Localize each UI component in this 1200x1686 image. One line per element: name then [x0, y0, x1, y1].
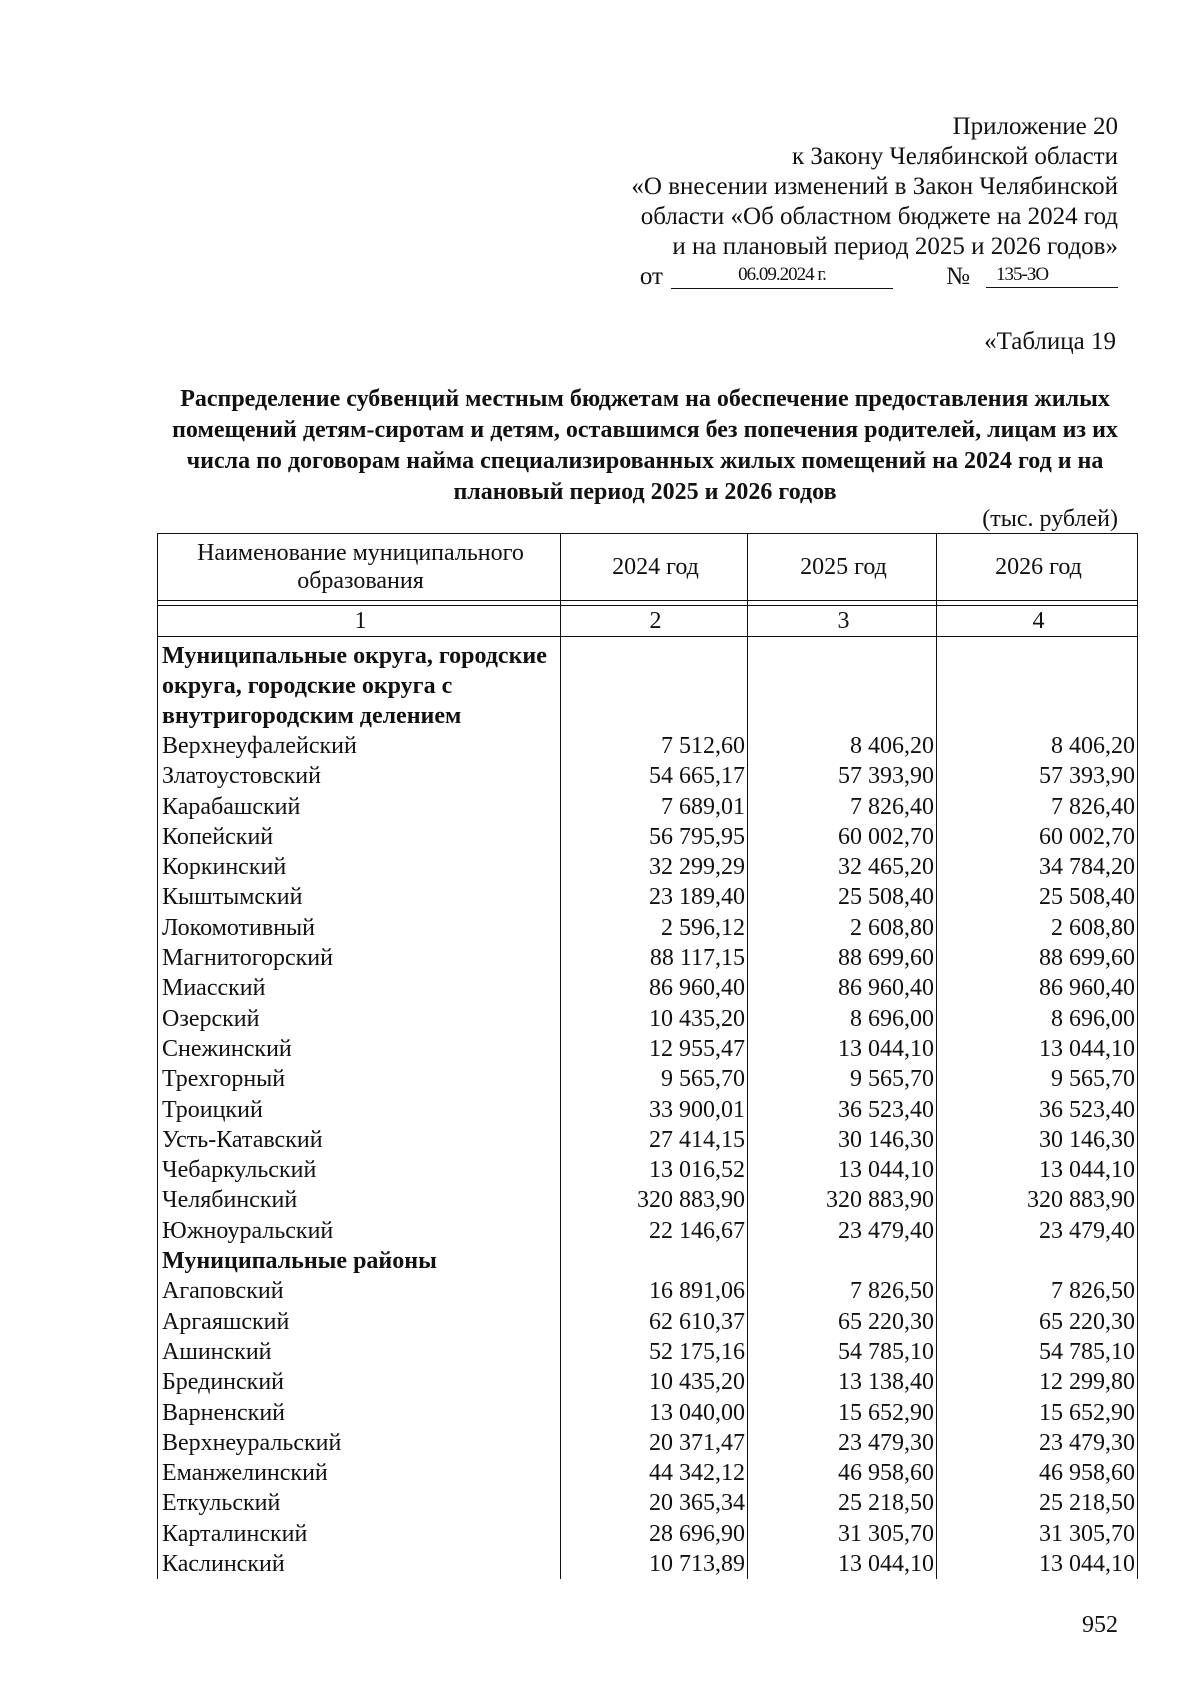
value-2026: 7 826,50 — [937, 1276, 1138, 1306]
table-body — [158, 637, 1138, 1580]
municipality-name: Трехгорный — [158, 1064, 561, 1094]
value-2026: 36 523,40 — [937, 1095, 1138, 1125]
table-row — [158, 1519, 1138, 1549]
table-row — [158, 943, 1138, 973]
value-2024: 10 435,20 — [561, 1367, 748, 1397]
value-2024: 27 414,15 — [561, 1125, 748, 1155]
municipality-name: Миасский — [158, 973, 561, 1003]
value-2025: 65 220,30 — [748, 1307, 937, 1337]
appendix-line: к Закону Челябинской области — [792, 143, 1118, 170]
table-row — [158, 1428, 1138, 1458]
municipality-name: Еманжелинский — [158, 1458, 561, 1488]
value-2026: 13 044,10 — [937, 1034, 1138, 1064]
value-2025: 23 479,40 — [748, 1216, 937, 1246]
value-2026: 7 826,40 — [937, 792, 1138, 822]
table-row — [158, 973, 1138, 1003]
value-2025: 36 523,40 — [748, 1095, 937, 1125]
table-row — [158, 792, 1138, 822]
column-number: 4 — [937, 606, 1138, 637]
value-2024: 13 040,00 — [561, 1398, 748, 1428]
value-2025: 2 608,80 — [748, 913, 937, 943]
value-2026: 31 305,70 — [937, 1519, 1138, 1549]
municipality-name: Верхнеуфалейский — [158, 731, 561, 761]
municipality-name: Троицкий — [158, 1095, 561, 1125]
value-2025: 15 652,90 — [748, 1398, 937, 1428]
value-2026: 25 508,40 — [937, 882, 1138, 912]
table-row — [158, 1488, 1138, 1518]
municipality-name: Карабашский — [158, 792, 561, 822]
table-row — [158, 1004, 1138, 1034]
value-2025: 57 393,90 — [748, 761, 937, 791]
value-2026: 34 784,20 — [937, 852, 1138, 882]
table-row — [158, 1276, 1138, 1306]
value-2026: 57 393,90 — [937, 761, 1138, 791]
section-header-row — [158, 637, 1138, 732]
value-2026: 65 220,30 — [937, 1307, 1138, 1337]
column-header-2026: 2026 год — [937, 534, 1138, 601]
value-2025: 25 508,40 — [748, 882, 937, 912]
column-header-2024: 2024 год — [561, 534, 748, 601]
subvention-table — [157, 533, 1138, 1579]
document-title: Распределение субвенций местным бюджетам на обеспечение предоставления жилых помещений детям-сиротам и детям, оставшимся без попечения родителей, лицам из их числа по договорам найма специализированных жилых помещений на 2024 год и на плановый период 2025 и 2026 годов — [172, 386, 1118, 505]
section-header-row — [158, 1246, 1138, 1276]
municipality-name: Магнитогорский — [158, 943, 561, 973]
municipality-name: Еткульский — [158, 1488, 561, 1518]
value-2025: 13 044,10 — [748, 1549, 937, 1579]
municipality-name: Озерский — [158, 1004, 561, 1034]
value-2025: 13 138,40 — [748, 1367, 937, 1397]
value-2025: 54 785,10 — [748, 1337, 937, 1367]
value-2025: 8 406,20 — [748, 731, 937, 761]
value-2024: 9 565,70 — [561, 1064, 748, 1094]
value-2026: 46 958,60 — [937, 1458, 1138, 1488]
value-2025: 60 002,70 — [748, 822, 937, 852]
section-header: Муниципальные районы — [158, 1246, 561, 1276]
column-number: 3 — [748, 606, 937, 637]
value-2024: 320 883,90 — [561, 1185, 748, 1215]
value-2024: 33 900,01 — [561, 1095, 748, 1125]
value-2024: 62 610,37 — [561, 1307, 748, 1337]
from-label: от — [639, 263, 663, 290]
value-2024: 88 117,15 — [561, 943, 748, 973]
value-2026: 8 406,20 — [937, 731, 1138, 761]
value-2024: 10 435,20 — [561, 1004, 748, 1034]
value-2026: 86 960,40 — [937, 973, 1138, 1003]
table-row — [158, 1307, 1138, 1337]
value-2024: 54 665,17 — [561, 761, 748, 791]
table-header-row — [158, 534, 1138, 601]
value-2026: 12 299,80 — [937, 1367, 1138, 1397]
table-row — [158, 731, 1138, 761]
value-2025: 7 826,40 — [748, 792, 937, 822]
value-2026: 60 002,70 — [937, 822, 1138, 852]
value-2025: 32 465,20 — [748, 852, 937, 882]
units-label: (тыс. рублей) — [982, 506, 1118, 532]
municipality-name: Снежинский — [158, 1034, 561, 1064]
municipality-name: Верхнеуральский — [158, 1428, 561, 1458]
table-row — [158, 1034, 1138, 1064]
value-2025: 88 699,60 — [748, 943, 937, 973]
municipality-name: Агаповский — [158, 1276, 561, 1306]
table-row — [158, 852, 1138, 882]
table-row — [158, 882, 1138, 912]
value-2025: 13 044,10 — [748, 1034, 937, 1064]
value-2024: 2 596,12 — [561, 913, 748, 943]
table-reference: «Таблица 19 — [984, 328, 1116, 355]
number-label: № — [946, 263, 970, 290]
table-row — [158, 1216, 1138, 1246]
municipality-name: Южноуральский — [158, 1216, 561, 1246]
law-date-number-line — [478, 262, 1118, 292]
table-row — [158, 1549, 1138, 1579]
value-2024: 7 512,60 — [561, 731, 748, 761]
table-row — [158, 761, 1138, 791]
value-2025: 7 826,50 — [748, 1276, 937, 1306]
value-2026: 25 218,50 — [937, 1488, 1138, 1518]
law-number: 135-ЗО — [986, 262, 1118, 288]
municipality-name: Локомотивный — [158, 913, 561, 943]
column-header-name: Наименование муниципального образования — [158, 534, 561, 601]
section-header: Муниципальные округа, городские округа, городские округа с внутригородским делением — [158, 637, 561, 732]
value-2025: 13 044,10 — [748, 1155, 937, 1185]
value-2026: 2 608,80 — [937, 913, 1138, 943]
law-date: 06.09.2024 г. — [671, 262, 893, 289]
value-2025: 9 565,70 — [748, 1064, 937, 1094]
value-2026: 15 652,90 — [937, 1398, 1138, 1428]
municipality-name: Аргаяшский — [158, 1307, 561, 1337]
municipality-name: Кыштымский — [158, 882, 561, 912]
municipality-name: Усть-Катавский — [158, 1125, 561, 1155]
column-header-2025: 2025 год — [748, 534, 937, 601]
table-row — [158, 1398, 1138, 1428]
appendix-line: «О внесении изменений в Закон Челябинской — [631, 173, 1118, 200]
column-number: 1 — [158, 606, 561, 637]
value-2024: 44 342,12 — [561, 1458, 748, 1488]
value-2024: 20 365,34 — [561, 1488, 748, 1518]
table-row — [158, 913, 1138, 943]
value-2024: 23 189,40 — [561, 882, 748, 912]
appendix-line: Приложение 20 — [952, 113, 1118, 140]
municipality-name: Челябинский — [158, 1185, 561, 1215]
table-row — [158, 1095, 1138, 1125]
table-row — [158, 1185, 1138, 1215]
value-2024: 28 696,90 — [561, 1519, 748, 1549]
value-2024: 32 299,29 — [561, 852, 748, 882]
value-2024: 22 146,67 — [561, 1216, 748, 1246]
value-2026: 9 565,70 — [937, 1064, 1138, 1094]
municipality-name: Копейский — [158, 822, 561, 852]
page-number: 952 — [1082, 1612, 1118, 1638]
value-2026: 30 146,30 — [937, 1125, 1138, 1155]
appendix-line: области «Об областном бюджете на 2024 год — [640, 203, 1118, 230]
value-2026: 8 696,00 — [937, 1004, 1138, 1034]
municipality-name: Ашинский — [158, 1337, 561, 1367]
municipality-name: Каслинский — [158, 1549, 561, 1579]
value-2024: 56 795,95 — [561, 822, 748, 852]
value-2025: 320 883,90 — [748, 1185, 937, 1215]
table-row — [158, 1337, 1138, 1367]
value-2026: 320 883,90 — [937, 1185, 1138, 1215]
value-2024: 10 713,89 — [561, 1549, 748, 1579]
table-row — [158, 1155, 1138, 1185]
value-2024: 20 371,47 — [561, 1428, 748, 1458]
municipality-name: Чебаркульский — [158, 1155, 561, 1185]
table-row — [158, 1064, 1138, 1094]
value-2024: 13 016,52 — [561, 1155, 748, 1185]
table-row — [158, 1458, 1138, 1488]
municipality-name: Златоустовский — [158, 761, 561, 791]
column-numbers-row — [158, 606, 1138, 637]
table-row — [158, 1125, 1138, 1155]
value-2025: 86 960,40 — [748, 973, 937, 1003]
value-2026: 88 699,60 — [937, 943, 1138, 973]
appendix-header — [478, 112, 1118, 292]
value-2025: 46 958,60 — [748, 1458, 937, 1488]
value-2026: 23 479,30 — [937, 1428, 1138, 1458]
municipality-name: Варненский — [158, 1398, 561, 1428]
value-2026: 13 044,10 — [937, 1549, 1138, 1579]
table-row — [158, 822, 1138, 852]
value-2025: 8 696,00 — [748, 1004, 937, 1034]
value-2026: 13 044,10 — [937, 1155, 1138, 1185]
table-row — [158, 1367, 1138, 1397]
value-2024: 52 175,16 — [561, 1337, 748, 1367]
value-2026: 54 785,10 — [937, 1337, 1138, 1367]
appendix-line: и на плановый период 2025 и 2026 годов» — [672, 233, 1118, 260]
value-2024: 86 960,40 — [561, 973, 748, 1003]
value-2025: 25 218,50 — [748, 1488, 937, 1518]
value-2024: 12 955,47 — [561, 1034, 748, 1064]
value-2025: 30 146,30 — [748, 1125, 937, 1155]
municipality-name: Карталинский — [158, 1519, 561, 1549]
municipality-name: Коркинский — [158, 852, 561, 882]
value-2025: 31 305,70 — [748, 1519, 937, 1549]
value-2026: 23 479,40 — [937, 1216, 1138, 1246]
column-number: 2 — [561, 606, 748, 637]
municipality-name: Брединский — [158, 1367, 561, 1397]
value-2024: 7 689,01 — [561, 792, 748, 822]
value-2024: 16 891,06 — [561, 1276, 748, 1306]
value-2025: 23 479,30 — [748, 1428, 937, 1458]
